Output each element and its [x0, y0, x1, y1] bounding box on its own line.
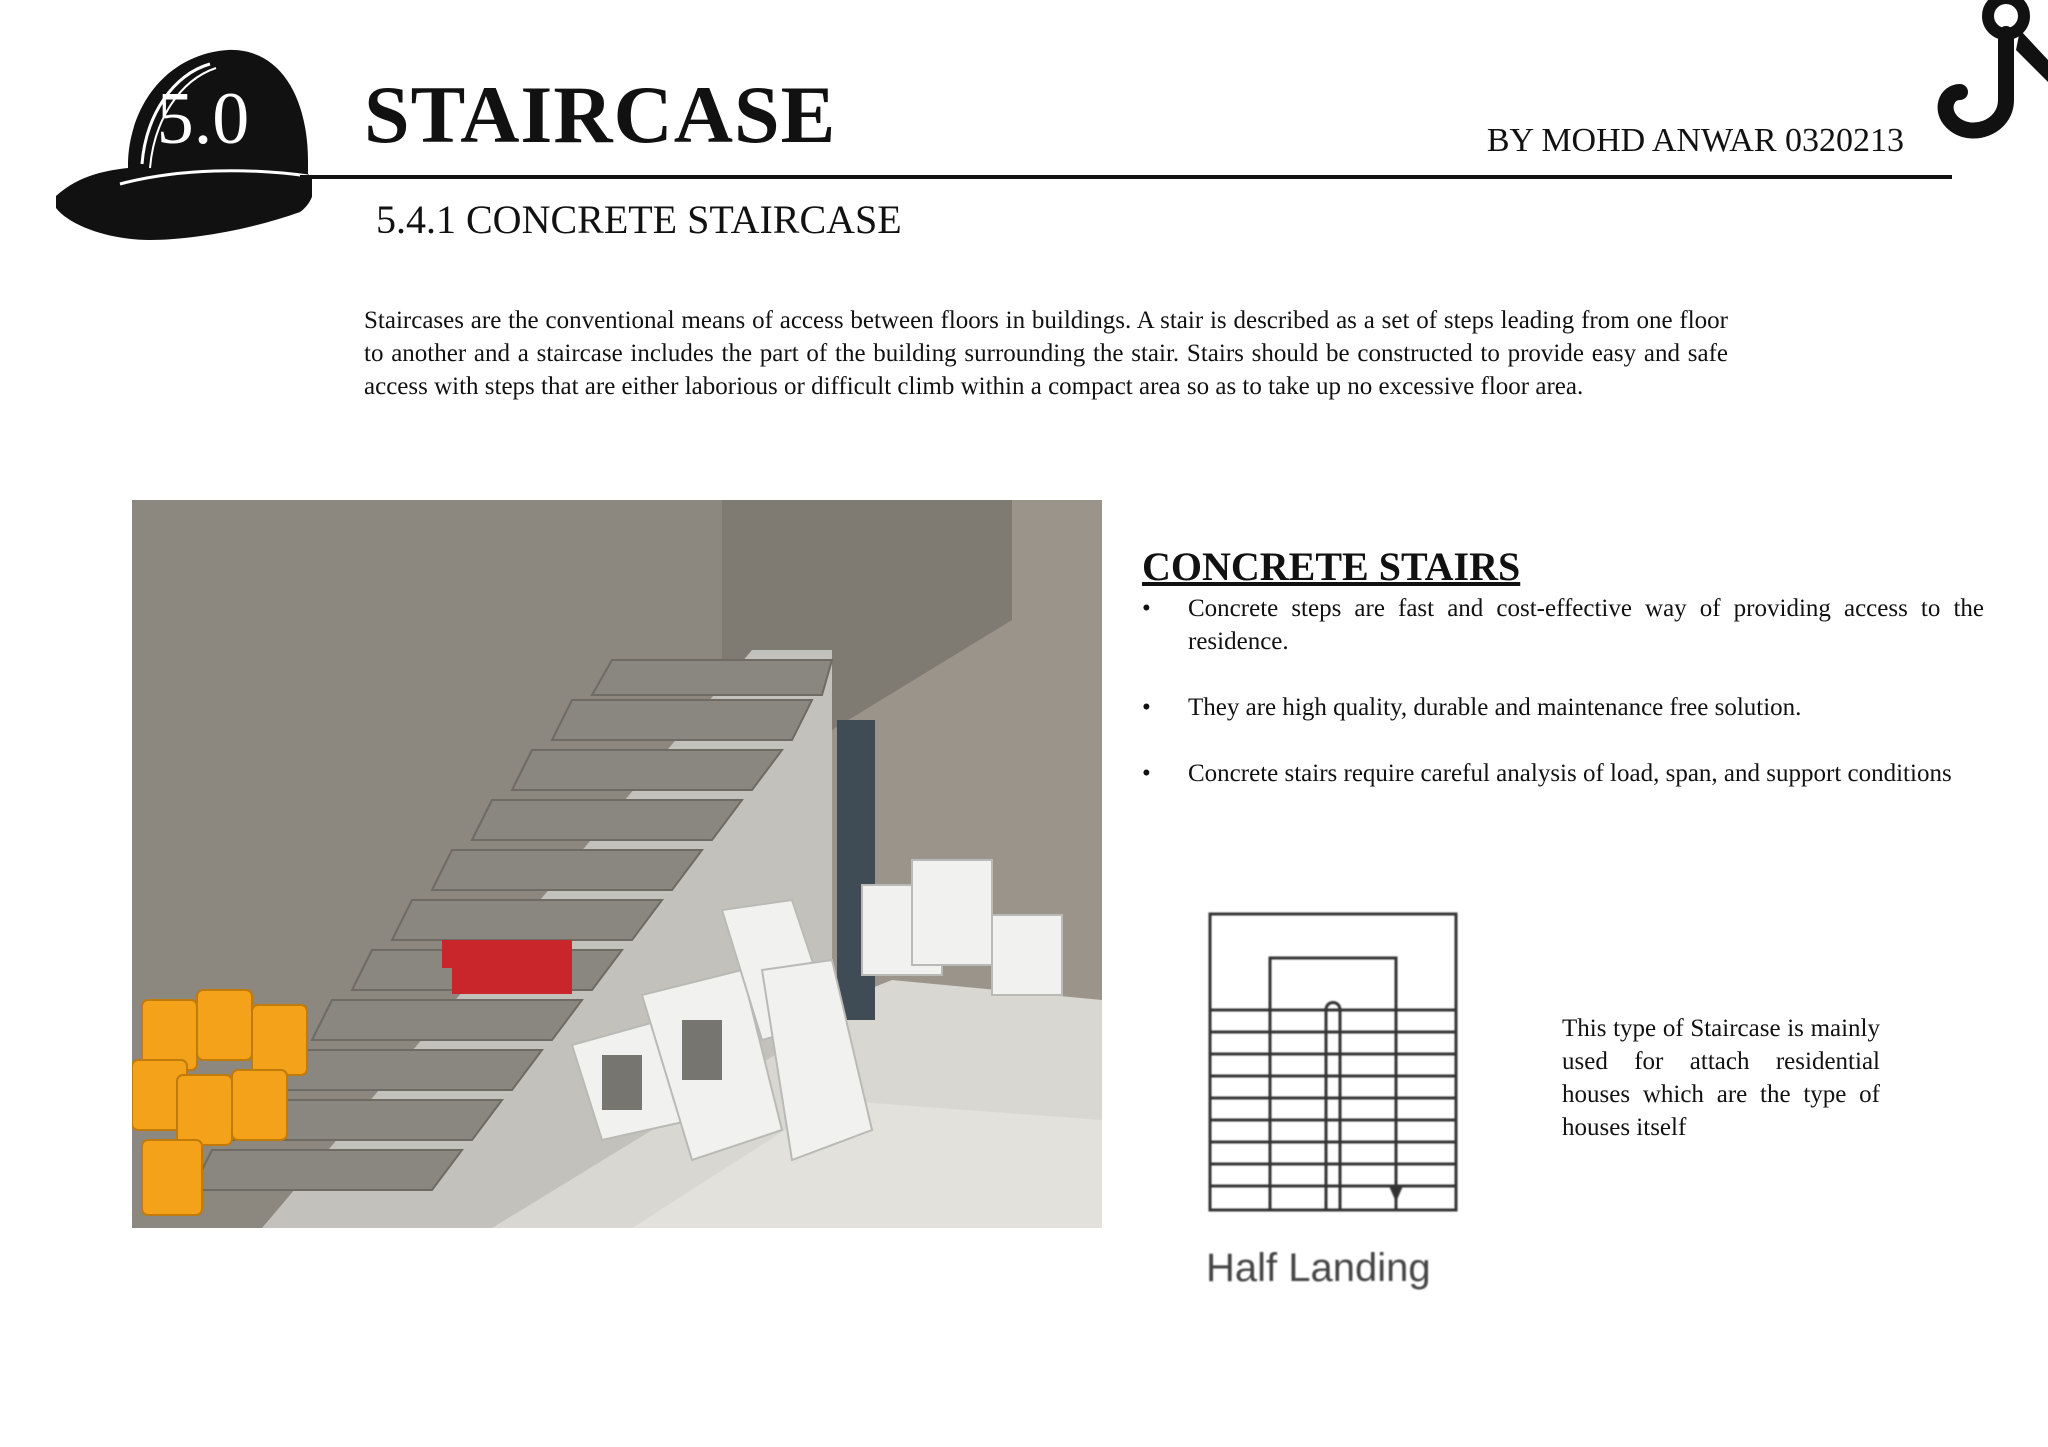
diagram-caption: This type of Staircase is mainly used for attach residential houses which are the type of houses itself	[1562, 1015, 1880, 1141]
intro-paragraph: Staircases are the conventional means of access between floors in buildings. A stair is described as a set of steps leading from one floor to another and a staircase includes the part of the building surrounding the stair. Stairs should be constructed to provide easy and safe access with steps that are either laborious or difficult climb within a compact area so as to take up no excessive floor area.	[364, 307, 1728, 400]
bullet-dot: •	[1142, 694, 1151, 721]
half-landing-plan-diagram	[1202, 906, 1464, 1218]
section-number: 5.0	[156, 78, 250, 160]
concrete-stairs-heading: CONCRETE STAIRS	[1142, 544, 1521, 589]
bullet-text: Concrete stairs require careful analysis of load, span, and support conditions	[1188, 760, 1952, 787]
staircase-photo	[132, 500, 1102, 1228]
bullet-item	[1142, 691, 1984, 724]
concrete-stairs-bullets	[1142, 592, 1984, 823]
bullet-dot: •	[1142, 595, 1151, 622]
bullet-text: They are high quality, durable and maintenance free solution.	[1188, 694, 1802, 721]
author-line: BY MOHD ANWAR 0320213	[1486, 122, 1904, 159]
section-subtitle: 5.4.1 CONCRETE STAIRCASE	[376, 197, 902, 242]
diagram-label: Half Landing	[1206, 1246, 1431, 1290]
bullet-text: Concrete steps are fast and cost-effective way of providing access to the residence.	[1188, 595, 1984, 655]
bullet-item	[1142, 757, 1984, 790]
bullet-item	[1142, 592, 1984, 658]
page-title: STAIRCASE	[364, 69, 837, 160]
crane-hook-icon	[1924, 0, 2048, 150]
bullet-dot: •	[1142, 760, 1151, 787]
header-divider	[300, 175, 1952, 179]
